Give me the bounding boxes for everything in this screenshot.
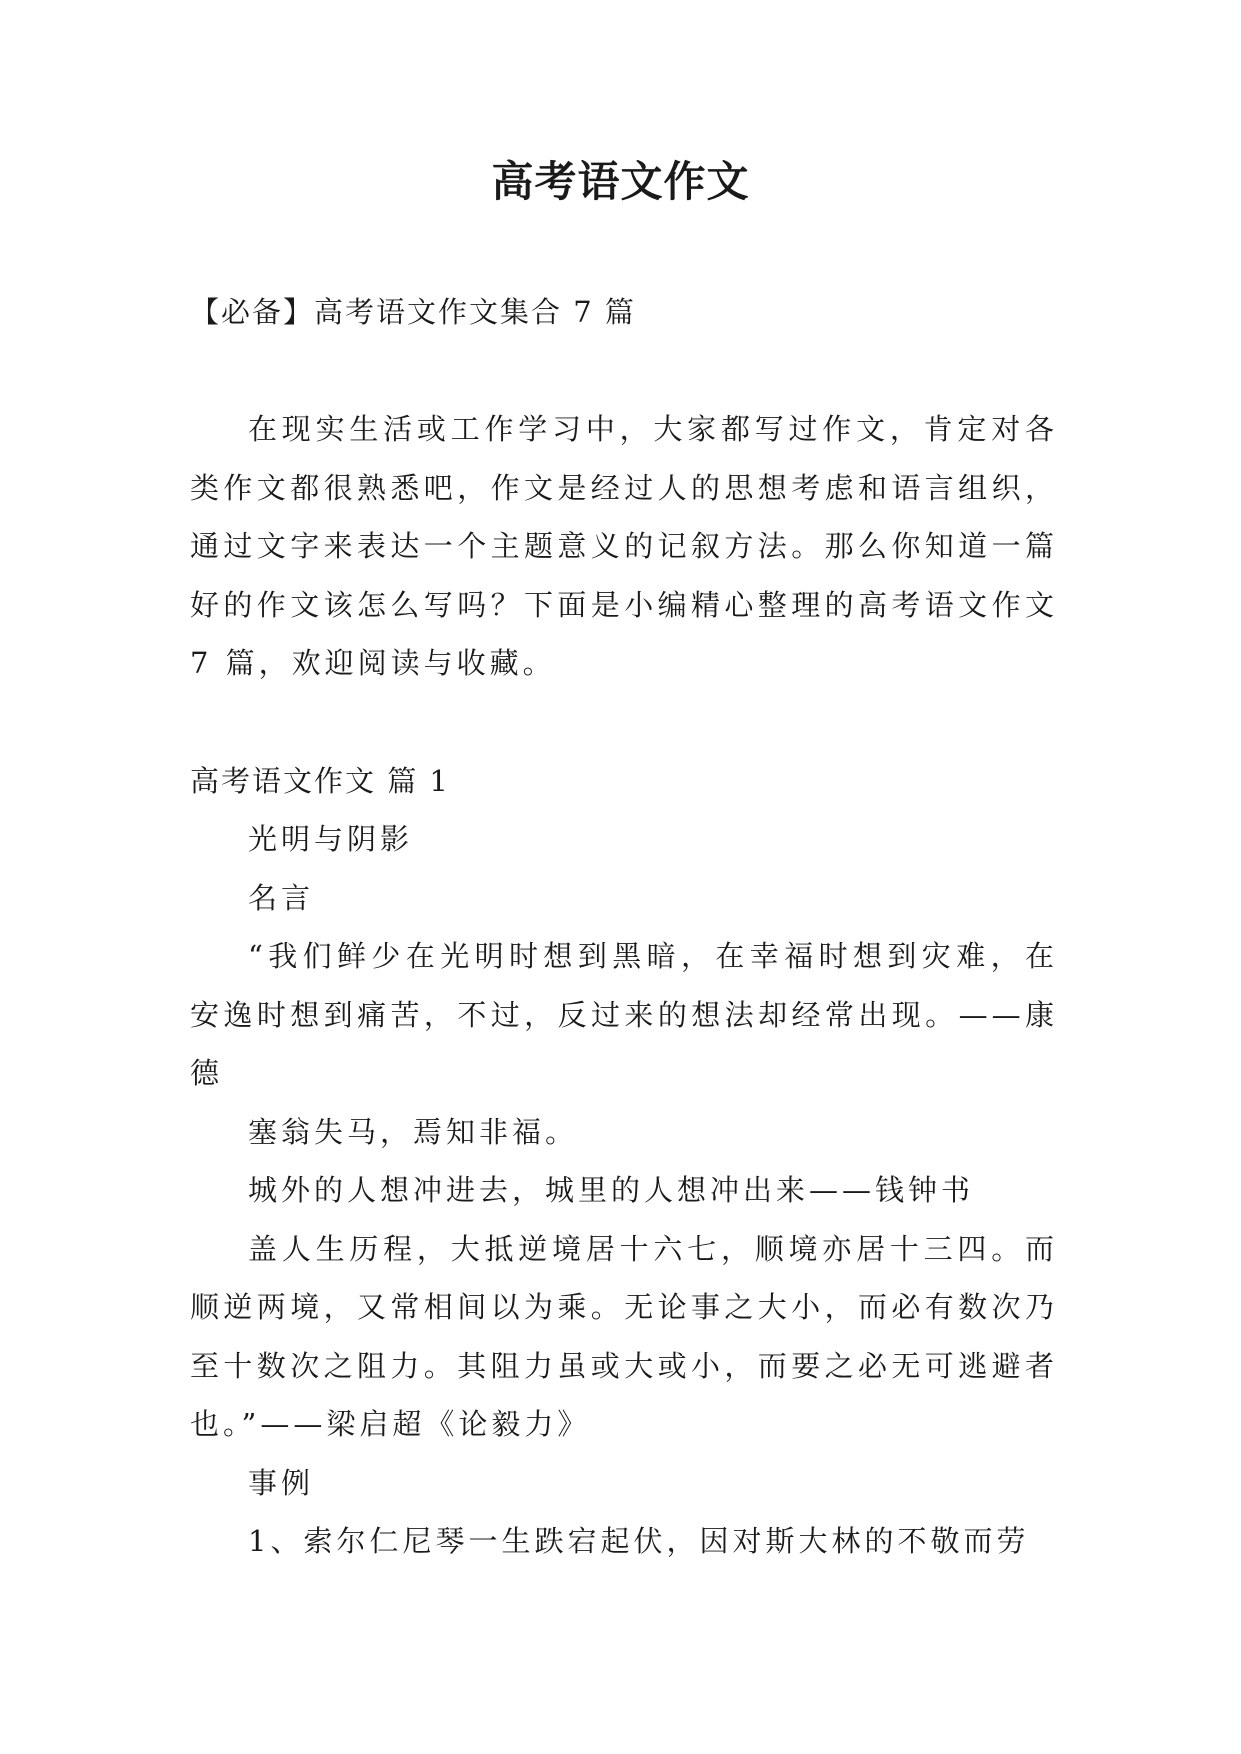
example-1-paragraph: 1、索尔仁尼琴一生跌宕起伏，因对斯大林的不敬而劳	[248, 1524, 1030, 1558]
examples-label-paragraph: 事例	[248, 1465, 315, 1500]
quote-liang-paragraph: 盖人生历程，大抵逆境居十六七，顺境亦居十三四。而顺逆两境，又常相间以为乘。无论事之大小，而必有数次乃至十数次之阻力。其阻力虽或大或小，而要之必无可逃避者也。”——梁启超《论毅力》	[190, 1231, 1058, 1441]
section-body	[190, 810, 1058, 1571]
quotes-label-paragraph: 名言	[248, 880, 315, 915]
document-subtitle: 【必备】高考语文作文集合 7 篇	[190, 295, 636, 329]
essay-title-paragraph: 光明与阴影	[248, 822, 414, 856]
section-heading: 高考语文作文 篇 1	[190, 764, 450, 798]
quote-proverb-paragraph: 塞翁失马，焉知非福。	[248, 1114, 579, 1149]
intro-paragraph: 在现实生活或工作学习中，大家都写过作文，肯定对各类作文都很熟悉吧，作文是经过人的思想考虑和语言组织，通过文字来表达一个主题意义的记叙方法。那么你知道一篇好的作文该怎么写吗？下面是小编精心整理的高考语文作文 7 篇，欢迎阅读与收藏。	[190, 412, 1058, 680]
document-title: 高考语文作文	[491, 157, 750, 206]
quote-qian-paragraph: 城外的人想冲进去，城里的人想冲出来——钱钟书	[248, 1173, 975, 1207]
quote-kant-paragraph: “我们鲜少在光明时想到黑暗，在幸福时想到灾难，在安逸时想到痛苦，不过，反过来的想法却经常出现。——康德	[190, 939, 1058, 1090]
